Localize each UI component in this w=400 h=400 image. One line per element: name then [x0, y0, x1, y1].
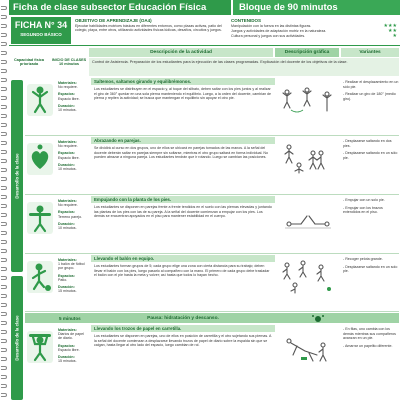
- binder-ring: [1, 195, 7, 199]
- band-label: Desarrollo de la clase: [14, 315, 20, 361]
- binder-ring: [1, 357, 7, 361]
- learning-objective: [75, 18, 225, 33]
- ficha-number: FICHA N° 34: [14, 20, 68, 30]
- duration-label: Duración:: [58, 103, 75, 108]
- binder-ring: [1, 6, 7, 10]
- activity-title: Llevando los trozos de papel en carretilla.: [91, 325, 275, 332]
- materials-value: Diarios de papel de diario.: [58, 332, 84, 341]
- title-bar: [9, 0, 400, 15]
- activity-illustration: [277, 327, 339, 367]
- activity-body: Los estudiantes se disponen en parejas, uno de ellos en posición de carretilla y el otro sujetando sus piernas. A la señal del docente comienzan a desplazarse llevando trozos de papel de diario sobre la espalda sin que se caigan, hasta llegar al otro lado del espacio, luego cambian de rol.: [94, 334, 272, 348]
- class-start: [51, 58, 87, 67]
- activity-materials: [58, 140, 88, 174]
- binder-ring: [1, 24, 7, 28]
- activity-description: [91, 78, 275, 103]
- variant-item: - Recoger pelota grande.: [343, 257, 383, 261]
- binder-ring: [1, 348, 7, 352]
- binder-ring: [1, 267, 7, 271]
- lifting-child-icon: [27, 331, 53, 363]
- duration-value: 15 minutos.: [58, 359, 77, 364]
- binder-ring: [1, 294, 7, 298]
- star-icon: ★★★: [383, 23, 397, 29]
- binder-ring: [1, 276, 7, 280]
- content-text: Juegos y actividades de adaptación motriz en la naturaleza.: [231, 29, 327, 34]
- duration-value: 10 minutos.: [58, 226, 77, 231]
- activity-variants: [343, 257, 399, 277]
- content-text: Cultura personal y juegos con sus actividades.: [231, 34, 306, 39]
- duration-label: Duración:: [58, 162, 75, 167]
- binder-ring: [1, 105, 7, 109]
- ball-child-icon: [27, 261, 53, 293]
- column-header-variants: Variantes: [341, 48, 399, 57]
- binder-ring: [1, 42, 7, 46]
- duration-value: 10 minutos.: [58, 108, 77, 113]
- variant-item: - Desplazarse saltando en un sólo pie.: [343, 151, 398, 160]
- binder-ring: [1, 231, 7, 235]
- activity-variants: [343, 139, 399, 163]
- physical-capacity-heading: Capacidad física priorizada: [14, 58, 44, 67]
- binder-ring: [1, 213, 7, 217]
- objective-label: OBJETIVO DE APRENDIZAJE (OA4): [75, 18, 152, 23]
- activity-variants: [343, 327, 399, 351]
- intro-row: [89, 58, 399, 76]
- pause-text: Pausa: hidratación y descanso.: [147, 315, 219, 321]
- binder-ring: [1, 123, 7, 127]
- content-item: [231, 34, 397, 39]
- activity-illustration: [277, 139, 339, 179]
- activity-title: Abrazando en parejas.: [91, 137, 275, 144]
- space-value: Espacio libre.: [58, 96, 80, 101]
- strength-child-icon: [27, 202, 53, 234]
- development-band-top: [11, 80, 23, 272]
- materials-value: No requiere.: [58, 144, 78, 149]
- class-start-label: INICIO DE CLASES: [51, 58, 87, 62]
- binder-ring: [1, 96, 7, 100]
- development-band-bottom: [11, 276, 23, 400]
- variant-item: - Amarrar un papelito diferente.: [343, 343, 393, 348]
- sheet-title: Ficha de clase subsector Educación Física: [13, 2, 207, 13]
- space-value: Terreno parejo.: [58, 214, 83, 219]
- jumping-child-icon: [27, 84, 53, 116]
- binder-ring: [1, 114, 7, 118]
- variant-item: - Realizar el desplazamiento en un sólo pie.: [343, 80, 399, 89]
- binder-ring: [1, 312, 7, 316]
- activity-variants: [343, 80, 399, 104]
- binder-ring: [1, 150, 7, 154]
- space-label: Espacios:: [58, 92, 75, 97]
- binder-ring: [1, 177, 7, 181]
- binder-ring: [1, 78, 7, 82]
- heart-child-icon: [27, 143, 53, 175]
- binder-ring: [1, 186, 7, 190]
- variant-item: - Desplazarse saltando en un solo pie.: [343, 264, 398, 274]
- binder-ring: [1, 339, 7, 343]
- materials-label: Materiales:: [58, 81, 77, 85]
- binder-ring: [1, 249, 7, 253]
- activity-description: [91, 255, 275, 280]
- variant-item: - Desplazarse saltando en dos pies.: [343, 139, 392, 148]
- activity-body: Los estudiantes se distribuyen en el espacio y, al toque del silbato, deben saltar con los pies juntos y al realizar el giro de 360° quedar en una sola pierna manteniendo el equilibrio. Luego, a la orden del docente, cambian de pierna y repiten la actividad; se busca que mantengan el equilibrio sin apoyar el otro pie.: [94, 87, 272, 101]
- pause-time: 5 minutos: [59, 315, 81, 321]
- variant-item: - Empujar con los brazos extendidos en el piso.: [343, 205, 383, 215]
- pause-row: [25, 313, 399, 323]
- activity-title: Empujando con la planta de los pies.: [91, 196, 275, 203]
- binder-ring: [1, 69, 7, 73]
- binder-ring: [1, 285, 7, 289]
- ficha-badge: [11, 17, 71, 44]
- star-icon: ★★: [388, 28, 397, 35]
- materials-value: 1 balón de fútbol por grupo.: [58, 262, 85, 271]
- duration-label: Duración:: [58, 221, 75, 226]
- space-label: Espacios:: [58, 273, 75, 278]
- binder-ring: [1, 375, 7, 379]
- variant-item: - En filas, uno cambia con los demás mientras sus compañeros avanzan en un pie.: [343, 327, 396, 341]
- class-start-time: 10 minutos: [58, 62, 80, 67]
- sheet-header: [9, 16, 400, 46]
- binder-ring: [1, 393, 7, 397]
- duration-value: 10 minutos.: [58, 167, 77, 172]
- space-label: Espacios:: [58, 151, 75, 156]
- objective-text: Ejecutar habilidades motrices básicas en diferentes entornos, como plazas activas, patio del colegio, playa, entre otros, utilizando actividades físicas lúdicas, desafíos, circuitos y juegos.: [75, 24, 222, 33]
- column-header-description: Descripción de la actividad: [89, 48, 273, 57]
- space-label: Espacios:: [58, 210, 75, 215]
- binder-ring: [1, 159, 7, 163]
- space-value: Espacio libre.: [58, 155, 80, 160]
- star-icon: ★: [392, 33, 397, 40]
- contents: [231, 18, 397, 40]
- variant-item: - Empujar con un solo pie.: [343, 198, 385, 202]
- activity-description: [91, 137, 275, 162]
- activity-materials: [58, 81, 88, 115]
- binder-ring: [1, 87, 7, 91]
- binder-ring: [1, 141, 7, 145]
- activity-body: Se dividirá al curso en dos grupos, uno de ellos se ubicará en parejas tomados de las manos. A la señal del docente deberán saltar en parejas siempre sin soltarse, mientras el otro grupo saltará en forma individual. No pueden abrazar a ninguna pareja. Los estudiantes tendrán que ir rotando. Luego se cambian las posiciones.: [94, 146, 268, 160]
- space-value: Espacio libre.: [58, 347, 80, 352]
- activity-row: [25, 196, 399, 254]
- binder-ring: [1, 258, 7, 262]
- activity-variants: [343, 198, 399, 218]
- materials-value: No requiere.: [58, 85, 78, 90]
- duration-label: Duración:: [58, 285, 75, 290]
- content-text: Manipulación con la fuerza en las distintas figuras.: [231, 24, 312, 28]
- activity-illustration: [277, 257, 339, 297]
- binder-ring: [1, 222, 7, 226]
- ficha-level: SEGUNDO BÁSICO: [20, 32, 62, 37]
- activity-row: [25, 137, 399, 195]
- materials-label: Materiales:: [58, 258, 77, 262]
- binder-ring: [1, 132, 7, 136]
- binder-ring: [1, 366, 7, 370]
- activity-title: Saltemos, saltamos girando y equilibrémonos.: [91, 78, 275, 85]
- block-duration-title: Bloque de 90 minutos: [231, 0, 400, 15]
- binder-ring: [1, 330, 7, 334]
- activity-row: [25, 255, 399, 312]
- intro-text: Control de Asistencia. Preparación de los estudiantes para la ejecución de las clases programadas. Explicación del docente de los objetivos de la clase.: [92, 60, 348, 64]
- binder-ring: [1, 15, 7, 19]
- binder-rings: [0, 0, 8, 400]
- activity-illustration: [277, 80, 339, 120]
- binder-ring: [1, 51, 7, 55]
- band-label: Desarrollo de la clase: [14, 153, 20, 199]
- binder-ring: [1, 204, 7, 208]
- activity-illustration: [277, 198, 339, 238]
- water-splash-icon: [311, 314, 325, 323]
- activity-row: [25, 78, 399, 136]
- duration-value: 15 minutos.: [58, 289, 77, 294]
- binder-ring: [1, 384, 7, 388]
- binder-ring: [1, 321, 7, 325]
- materials-label: Materiales:: [58, 328, 77, 332]
- materials-label: Materiales:: [58, 199, 77, 203]
- variant-item: - Realizar un giro de 180° (medio giro).: [343, 92, 396, 101]
- binder-ring: [1, 168, 7, 172]
- binder-ring: [1, 60, 7, 64]
- duration-label: Duración:: [58, 355, 75, 360]
- activity-body: Los estudiantes forman grupos de 5; cada grupo elige una zona con cierta distancia para su trabajo; deben llevar el balón con los pies, luego pasarlo al compañero con la mano. El primero de cada grupo debe trasladar el balón con el pie hasta la meta y volver; así hasta que todos lo hayan hecho.: [94, 264, 270, 278]
- column-header-graphic: Descripción gráfica: [275, 48, 339, 57]
- binder-ring: [1, 303, 7, 307]
- activity-materials: [58, 328, 88, 366]
- activity-row: [25, 325, 399, 399]
- binder-ring: [1, 240, 7, 244]
- binder-ring: [1, 33, 7, 37]
- activity-materials: [58, 199, 88, 233]
- class-sheet: [9, 0, 400, 400]
- activity-description: [91, 325, 275, 350]
- contents-label: CONTENIDOS: [231, 18, 262, 23]
- activity-materials: [58, 258, 88, 296]
- activity-body: Los estudiantes se disponen en parejas frente a frente tendidos en el suelo con las piernas elevadas y juntando las plantas de los pies con las de su pareja. A la señal del docente comienzan a empujar con los pies. Los demás se encuentran apoyados en el piso para mantener estabilidad en el cuerpo.: [94, 205, 272, 219]
- materials-label: Materiales:: [58, 140, 77, 144]
- space-value: Patio.: [58, 277, 68, 282]
- activity-description: [91, 196, 275, 221]
- space-label: Espacios:: [58, 343, 75, 348]
- materials-value: No requiere.: [58, 203, 78, 208]
- activity-title: Llevando el balón en equipo.: [91, 255, 275, 262]
